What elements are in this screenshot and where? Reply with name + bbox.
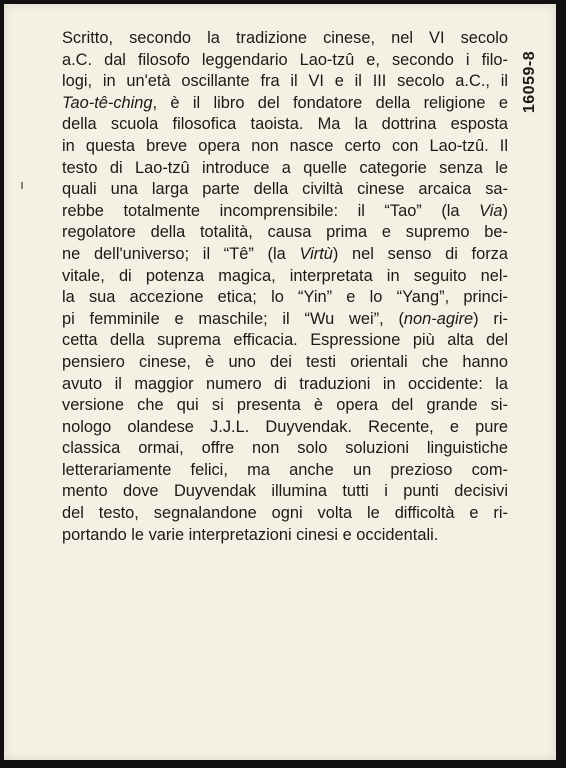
blurb-text: avuto il maggior numero di traduzioni in occidente: la — [62, 374, 508, 393]
back-cover-blurb — [62, 28, 508, 546]
blurb-text: ne dell'universo; il “Tê” (la — [62, 244, 300, 263]
blurb-text: letterariamente felici, ma anche un prezioso com- — [62, 460, 508, 479]
blurb-text: logi, in un'età oscillante fra il VI e il III secolo a.C., il — [62, 72, 508, 91]
blurb-line — [62, 28, 508, 50]
blurb-line — [62, 244, 508, 266]
blurb-text: Scritto, secondo la tradizione cinese, nel VI secolo — [62, 29, 508, 47]
blurb-text: versione che qui si presenta è opera del grande si- — [62, 396, 508, 415]
blurb-text: ) — [502, 201, 508, 220]
blurb-line — [62, 179, 508, 201]
blurb-text: cetta della suprema efficacia. Espressione più alta del — [62, 331, 508, 350]
ink-mark — [21, 182, 23, 189]
blurb-line — [62, 525, 508, 547]
blurb-text: classica ormai, offre non solo soluzioni linguistiche — [62, 439, 508, 458]
blurb-line — [62, 201, 508, 223]
blurb-text: del testo, segnalandone ogni volta le difficoltà e ri- — [62, 504, 508, 523]
blurb-line — [62, 50, 508, 72]
blurb-text: la sua accezione etica; lo “Yin” e lo “Yang”, princi- — [62, 288, 508, 307]
blurb-italic-text: non-agire — [403, 309, 474, 328]
blurb-line — [62, 438, 508, 460]
blurb-text: ) ri- — [473, 309, 508, 328]
blurb-text: vitale, di potenza magica, interpretata in seguito nel- — [62, 266, 508, 285]
blurb-line — [62, 287, 508, 309]
blurb-line — [62, 374, 508, 396]
blurb-line — [62, 93, 508, 115]
blurb-line — [62, 460, 508, 482]
blurb-text: portando le varie interpretazioni cinesi e occidentali. — [62, 525, 439, 544]
blurb-text: nologo olandese J.J.L. Duyvendak. Recente, e pure — [62, 417, 508, 436]
blurb-line — [62, 158, 508, 180]
blurb-text: pi femminile e maschile; il “Wu wei”, ( — [62, 309, 404, 328]
blurb-text: , è il libro del fondatore della religione e — [152, 93, 508, 112]
blurb-italic-text: Via — [479, 201, 503, 220]
blurb-line — [62, 222, 508, 244]
blurb-line — [62, 395, 508, 417]
blurb-line — [62, 266, 508, 288]
blurb-text: regolatore della totalità, causa prima e supremo be- — [62, 223, 508, 242]
blurb-text: ) nel senso di forza — [332, 244, 508, 263]
blurb-line — [62, 481, 508, 503]
catalog-code: 16059-8 — [521, 50, 538, 114]
blurb-line — [62, 417, 508, 439]
blurb-line — [62, 330, 508, 352]
blurb-text: della scuola filosofica taoista. Ma la dottrina esposta — [62, 115, 508, 134]
blurb-line — [62, 71, 508, 93]
blurb-line — [62, 503, 508, 525]
blurb-text: quali una larga parte della civiltà cinese arcaica sa- — [62, 180, 508, 199]
blurb-text: in questa breve opera non nasce certo con Lao-tzû. Il — [62, 136, 508, 155]
blurb-text: pensiero cinese, è uno dei testi orientali che hanno — [62, 352, 508, 371]
blurb-line — [62, 309, 508, 331]
blurb-line — [62, 136, 508, 158]
blurb-line — [62, 352, 508, 374]
back-cover-page — [4, 4, 556, 760]
blurb-italic-text: Tao-tê-ching — [62, 93, 153, 112]
blurb-text: mento dove Duyvendak illumina tutti i punti decisivi — [62, 482, 508, 501]
blurb-italic-text: Virtù — [299, 244, 333, 263]
blurb-text: testo di Lao-tzû introduce a quelle categorie senza le — [62, 158, 508, 177]
blurb-text: a.C. dal filosofo leggendario Lao-tzû e, secondo i filo- — [62, 50, 508, 69]
blurb-text: rebbe totalmente incomprensibile: il “Tao” (la — [62, 201, 480, 220]
blurb-line — [62, 114, 508, 136]
